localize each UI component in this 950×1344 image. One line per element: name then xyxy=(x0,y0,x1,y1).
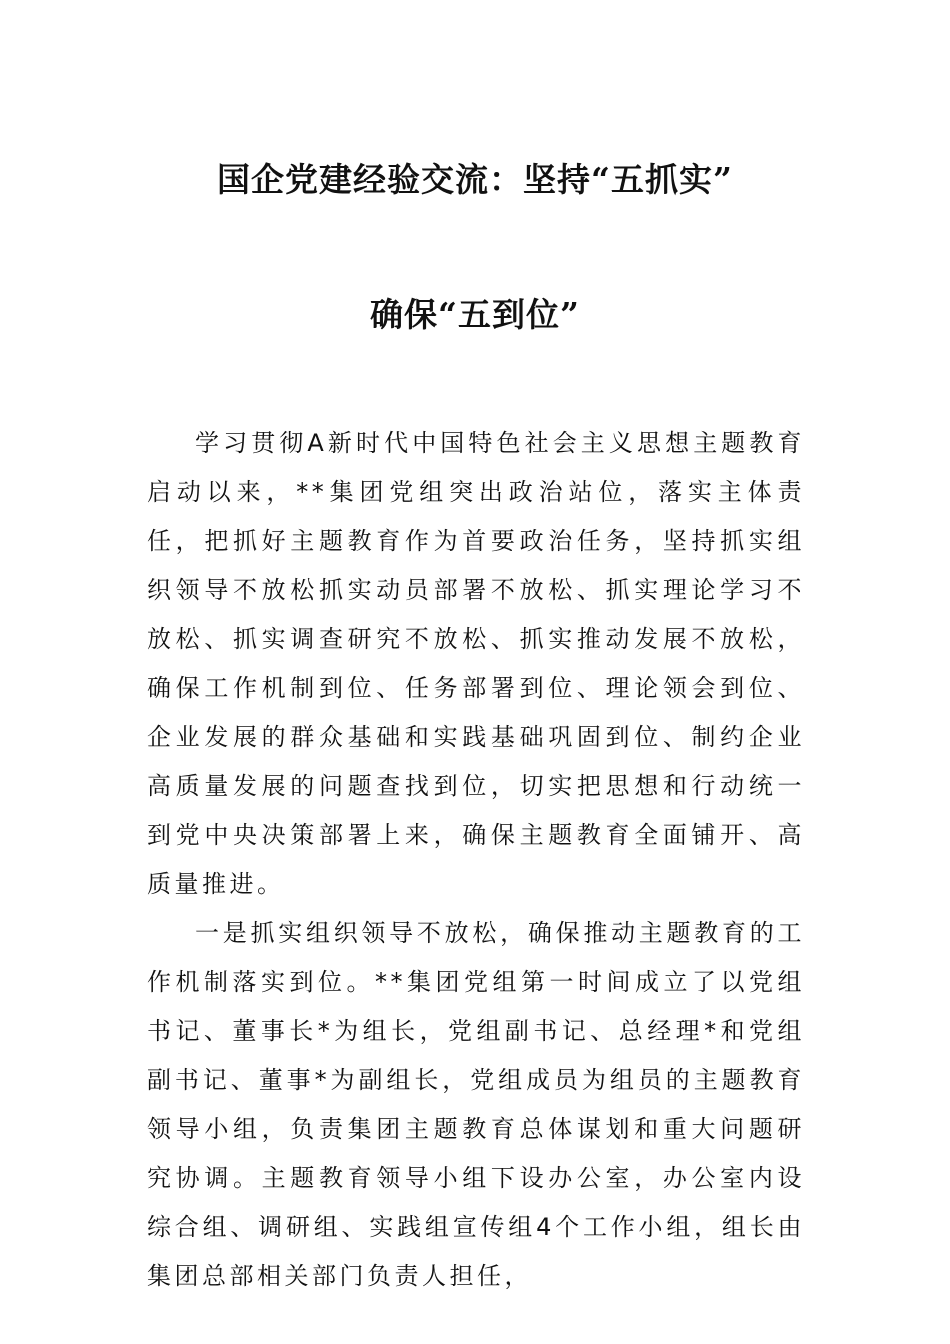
paragraph-point-one: 一是抓实组织领导不放松，确保推动主题教育的工作机制落实到位。**集团党组第一时间成立了以党组书记、董事长*为组长，党组副书记、总经理*和党组副书记、董事*为副组长，党组成员为组员的主题教育领导小组，负责集团主题教育总体谋划和重大问题研究协调。主题教育领导小组下设办公室，办公室内设综合组、调研组、实践组宣传组4个工作小组，组长由集团总部相关部门负责人担任， xyxy=(147,919,805,1290)
document-title-line-1: 国企党建经验交流：坚持“五抓实” xyxy=(217,160,733,199)
paragraph-intro: 学习贯彻A新时代中国特色社会主义思想主题教育启动以来，**集团党组突出政治站位，落实主体责任，把抓好主题教育作为首要政治任务，坚持抓实组织领导不放松抓实动员部署不放松、抓实理论学习不放松、抓实调查研究不放松、抓实推动发展不放松，确保工作机制到位、任务部署到位、理论领会到位、企业发展的群众基础和实践基础巩固到位、制约企业高质量发展的问题查找到位，切实把思想和行动统一到党中央决策部署上来，确保主题教育全面铺开、高质量推进。 xyxy=(147,429,805,898)
document-title-line-2: 确保“五到位” xyxy=(370,295,580,334)
document-body xyxy=(147,419,805,1301)
